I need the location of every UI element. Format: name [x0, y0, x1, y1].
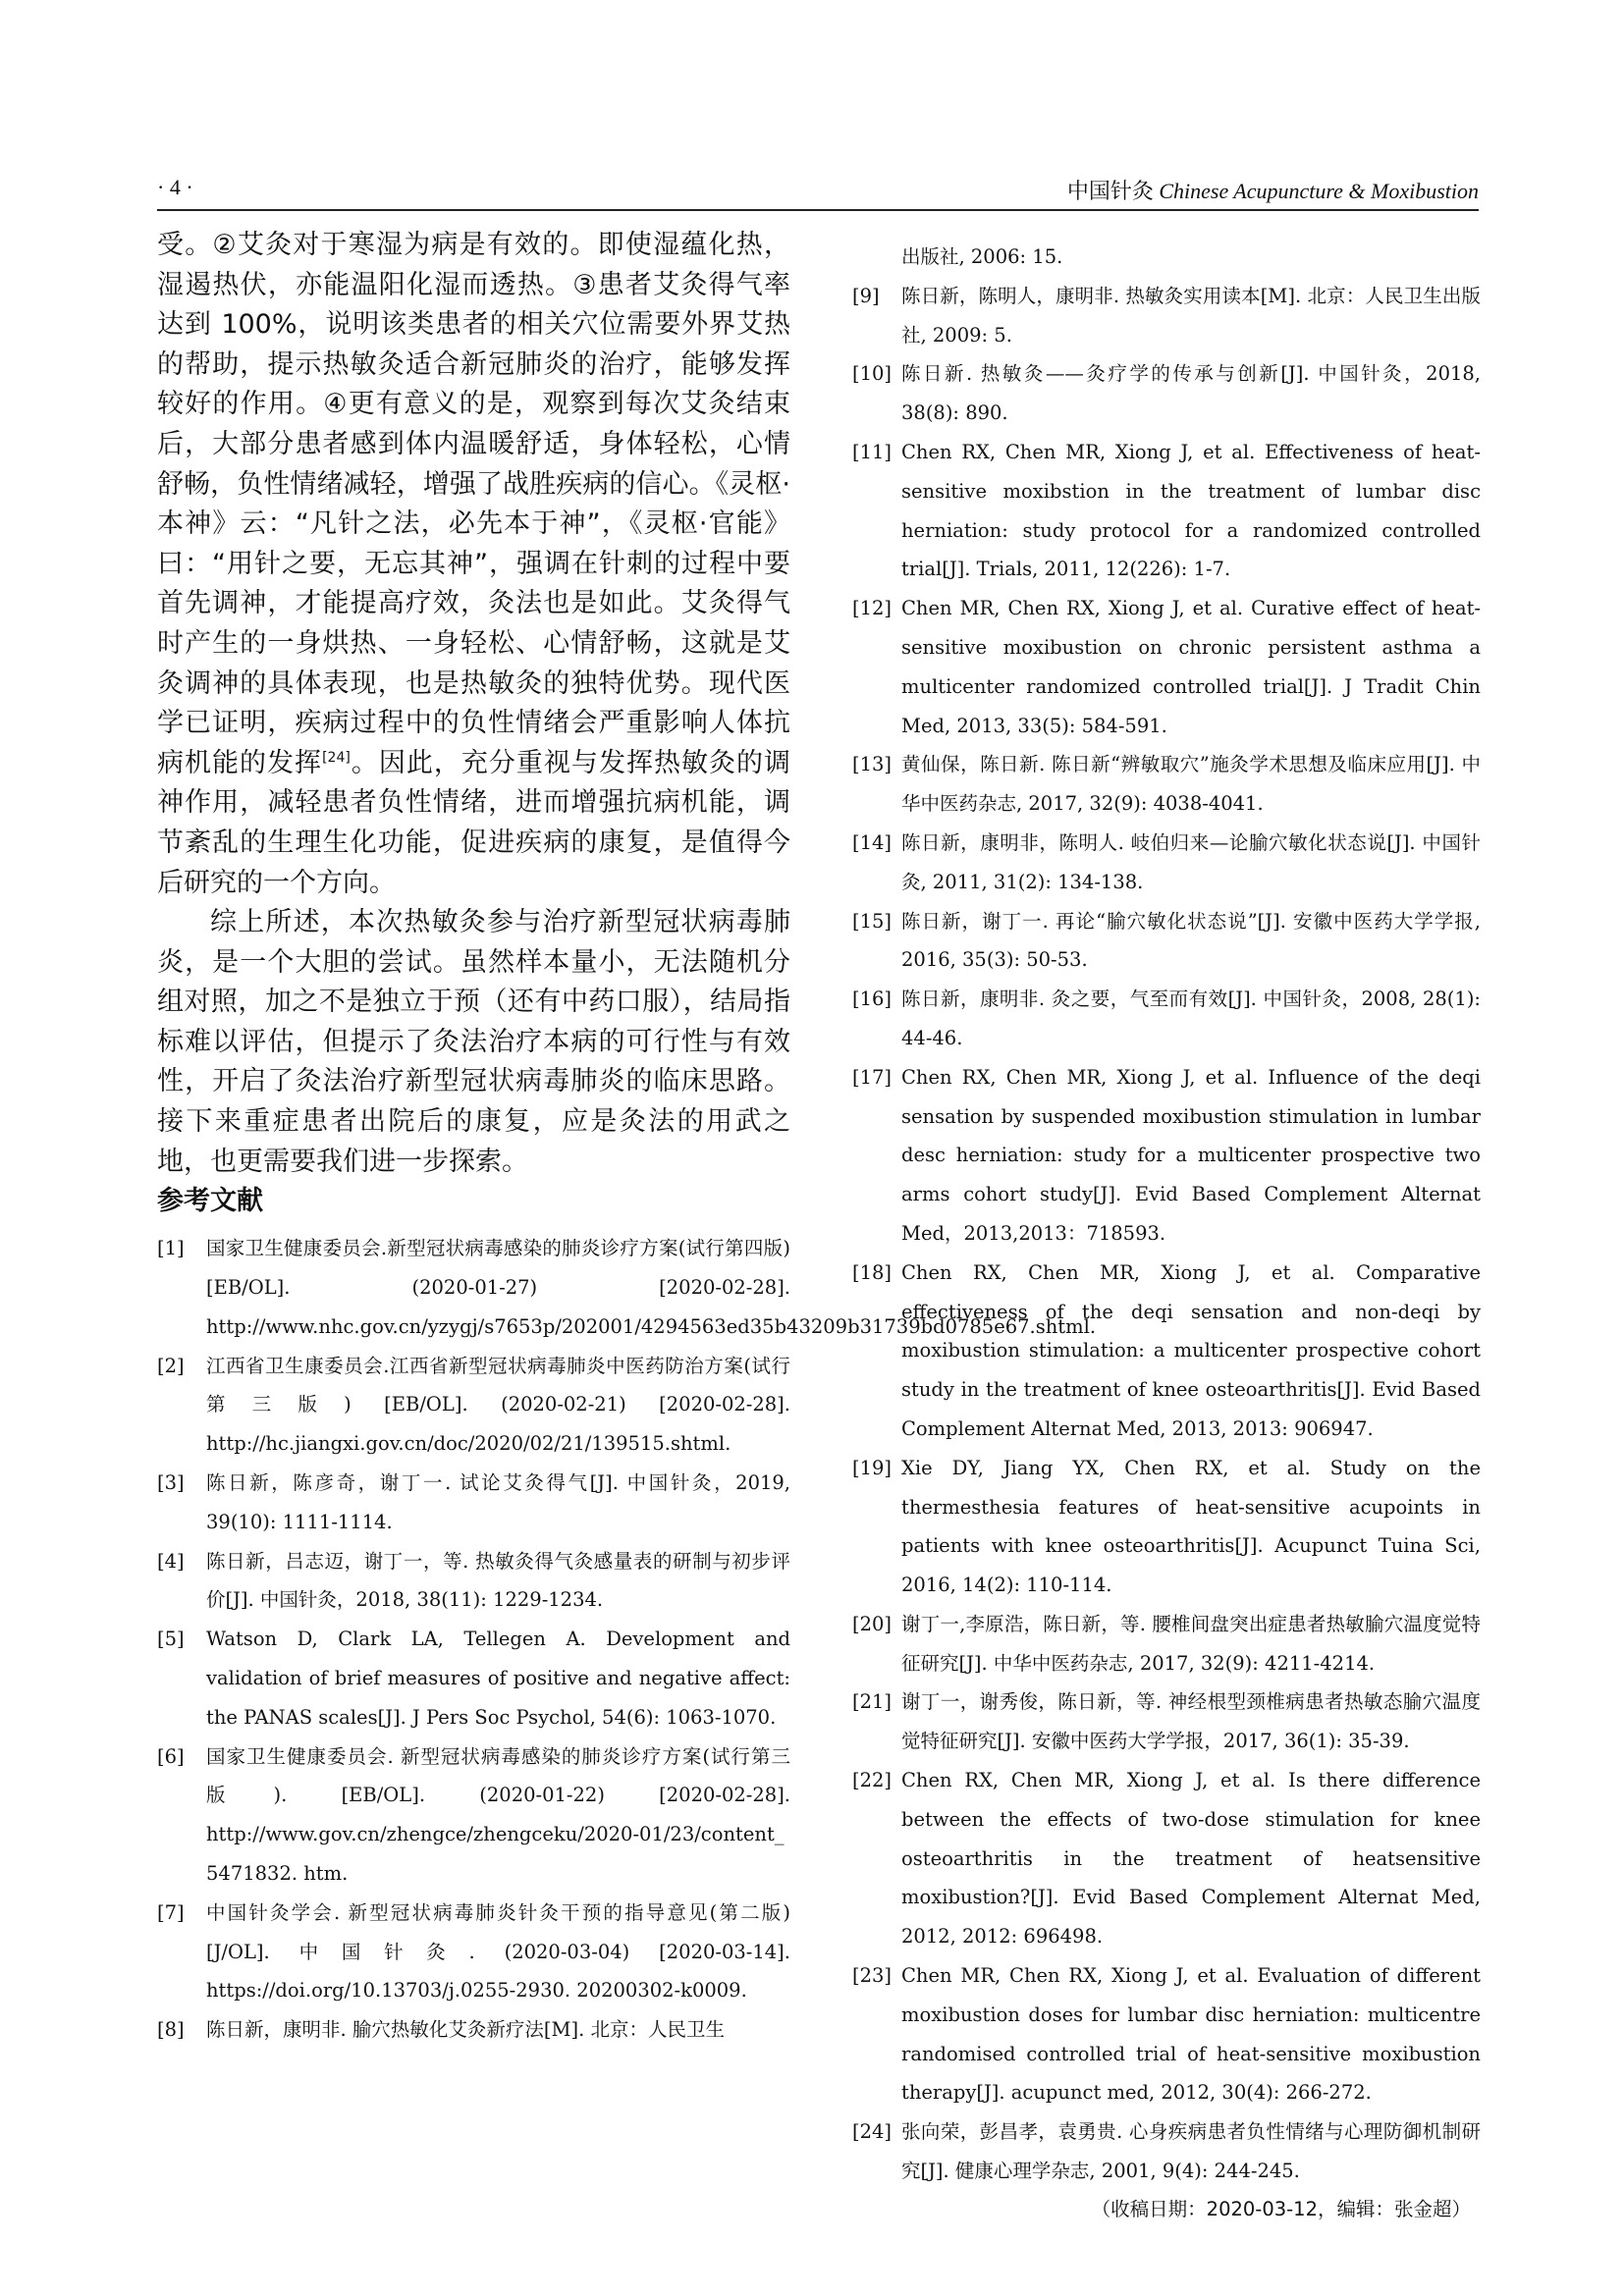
reference-item: [24] 张向荣，彭昌孝，袁勇贵. 心身疾病患者负性情绪与心理防御机制研究[J]. 健康心理学杂志, 2001, 9(4): 244-245. [852, 2120, 1481, 2183]
reference-item: [9] 陈日新，陈明人，康明非. 热敏灸实用读本[M]. 北京：人民卫生出版社, 2009: 5. [852, 284, 1481, 347]
reference-list-left [157, 1229, 1097, 2050]
reference-item: [4] 陈日新，吕志迈，谢丁一，等. 热敏灸得气灸感量表的研制与初步评价[J]. 中国针灸，2018, 38(11): 1229-1234. [157, 1549, 790, 1612]
reference-item: [12] Chen MR, Chen RX, Xiong J, et al. Curative effect of heat-sensitive moxibustion on chronic persistent asthma a multicenter randomized controlled trial[J]. J Tradit Chin Med, 2013, 33(5): 584-591. [852, 597, 1481, 737]
reference-item: [16] 陈日新，康明非. 灸之要，气至而有效[J]. 中国针灸，2008, 28(1): 44-46. [852, 988, 1481, 1049]
reference-item: [8] 陈日新，康明非. 腧穴热敏化艾灸新疗法[M]. 北京：人民卫生 [157, 2018, 725, 2042]
journal-title [1067, 175, 1479, 205]
reference-item: [10] 陈日新. 热敏灸——灸疗学的传承与创新[J]. 中国针灸，2018, 38(8): 890. [852, 362, 1481, 425]
paragraph-1-part-a: 受。②艾灸对于寒湿为病是有效的。即使湿蕴化热，湿遏热伏，亦能温阳化湿而透热。③患者艾灸得气率达到 100%，说明该类患者的相关穴位需要外界艾热的帮助，提示热敏灸适合新冠肺炎的治疗，能够发挥较好的作用。④更有意义的是，观察到每次艾灸结束后，大部分患者感到体内温暖舒适，身体轻松，心情舒畅，负性情绪减轻，增强了战胜疾病的信心。《灵枢·本神》云：“凡针之法，必先本于神”，《灵枢·官能》曰：“用针之要，无忘其神”，强调在针刺的过程中要首先调神，才能提高疗效，灸法也是如此。艾灸得气时产生的一身烘热、一身轻松、心情舒畅，这就是艾灸调神的具体表现，也是热敏灸的独特优势。现代医学已证明，疾病过程中的负性情绪会严重影响人体抗病机能的发挥 [157, 230, 790, 778]
reference-item: [5] Watson D, Clark LA, Tellegen A. Development and validation of brief measures of positive and negative affect: the PANAS scales[J]. J Pers Soc Psychol, 54(6): 1063-1070. [157, 1628, 790, 1729]
references-heading: 参考文献 [157, 1186, 263, 1217]
reference-item: [1] 国家卫生健康委员会.新型冠状病毒感染的肺炎诊疗方案(试行第四版)[EB/OL]. (2020-01-27) [2020-02-28]. http://www.nhc.gov.cn/yzygj/s7653p/202001/4294563ed35b43209b31739bd0785e67.shtml. [157, 1237, 1097, 1338]
body-paragraph-1 [157, 226, 790, 903]
page-number: · 4 · [157, 175, 193, 199]
reference-item: [21] 谢丁一，谢秀俊，陈日新，等. 神经根型颈椎病患者热敏态腧穴温度觉特征研究[J]. 安徽中医药大学学报，2017, 36(1): 35-39. [852, 1690, 1481, 1753]
right-column [852, 238, 1481, 2228]
reference-continuation: 出版社, 2006: 15. [901, 245, 1063, 268]
reference-item: [18] Chen RX, Chen MR, Xiong J, et al. Comparative effectiveness of the deqi sensation and non-deqi by moxibustion stimulation: a multicenter prospective cohort study in the treatment of knee osteoarthritis[J]. Evid Based Complement Alternat Med, 2013, 2013: 906947. [852, 1260, 1481, 1440]
journal-title-en: Chinese Acupuncture & Moxibustion [1159, 179, 1479, 203]
reference-item: [20] 谢丁一,李原浩，陈日新，等. 腰椎间盘突出症患者热敏腧穴温度觉特征研究[J]. 中华中医药杂志, 2017, 32(9): 4211-4214. [852, 1612, 1481, 1675]
reference-item: [14] 陈日新，康明非，陈明人. 岐伯归来—论腧穴敏化状态说[J]. 中国针灸, 2011, 31(2): 134-138. [852, 830, 1481, 893]
reference-item: [7] 中国针灸学会. 新型冠状病毒肺炎针灸干预的指导意见(第二版)[J/OL]. 中国针灸. (2020-03-04) [2020-03-14]. https://doi.org/10.13703/j.0255-2930. 20200302-k0009. [157, 1900, 790, 2002]
reference-item: [11] Chen RX, Chen MR, Xiong J, et al. Effectiveness of heat-sensitive moxibstion in the treatment of lumbar disc herniation: study protocol for a randomized controlled trial[J]. Trials, 2011, 12(226): 1-7. [852, 440, 1481, 581]
received-date-note: （收稿日期：2020-03-12，编辑：张金超） [1091, 2197, 1471, 2220]
reference-item: [23] Chen MR, Chen RX, Xiong J, et al. Evaluation of different moxibustion doses for lumbar disc herniation: multicentre randomised controlled trial of heat-sensitive moxibustion therapy[J]. acupunct med, 2012, 30(4): 266-272. [852, 1964, 1481, 2105]
reference-item: [2] 江西省卫生康委员会.江西省新型冠状病毒肺炎中医药防治方案(试行第三版) [EB/OL]. (2020-02-21) [2020-02-28]. http://hc.jiangxi.gov.cn/doc/2020/02/21/139515.shtml. [157, 1354, 790, 1456]
reference-item: [13] 黄仙保，陈日新. 陈日新“辨敏取穴”施灸学术思想及临床应用[J]. 中华中医药杂志, 2017, 32(9): 4038-4041. [852, 753, 1481, 816]
reference-item: [19] Xie DY, Jiang YX, Chen RX, et al. Study on the thermesthesia features of heat-sensitive acupoints in patients with knee osteoarthritis[J]. Acupunct Tuina Sci, 2016, 14(2): 110-114. [852, 1456, 1481, 1597]
reference-item: [22] Chen RX, Chen MR, Xiong J, et al. Is there difference between the effects of two-dose stimulation for knee osteoarthritis in the treatment of heatsensitive moxibustion?[J]. Evid Based Complement Alternat Med, 2012, 2012: 696498. [852, 1769, 1481, 1949]
reference-item: [6] 国家卫生健康委员会. 新型冠状病毒感染的肺炎诊疗方案(试行第三版). [EB/OL]. (2020-01-22) [2020-02-28]. http://www.gov.cn/zhengce/zhengceku/2020-01/23/content_ 5471832. htm. [157, 1744, 790, 1885]
journal-title-cn: 中国针灸 [1066, 179, 1160, 203]
page-header [157, 175, 1479, 210]
body-text [157, 226, 790, 1182]
reference-item: [17] Chen RX, Chen MR, Xiong J, et al. Influence of the deqi sensation by suspended moxibustion stimulation in lumbar desc herniation: study for a multicenter prospective two arms cohort study[J]. Evid Based Complement Alternat Med，2013,2013：718593. [852, 1065, 1481, 1245]
citation-marker: [24] [322, 749, 351, 766]
reference-item: [15] 陈日新，谢丁一. 再论“腧穴敏化状态说”[J]. 安徽中医药大学学报, 2016, 35(3): 50-53. [852, 909, 1481, 972]
header-rule [157, 209, 1479, 211]
paragraph-1-part-b: 。因此，充分重视与发挥热敏灸的调神作用，减轻患者负性情绪，进而增强抗病机能，调节紊乱的生理生化功能，促进疾病的康复，是值得今后研究的一个方向。 [157, 747, 791, 898]
body-paragraph-2: 综上所述，本次热敏灸参与治疗新型冠状病毒肺炎，是一个大胆的尝试。虽然样本量小，无法随机分组对照，加之不是独立于预（还有中药口服），结局指标难以评估，但提示了灸法治疗本病的可行性与有效性，开启了灸法治疗新型冠状病毒肺炎的临床思路。接下来重症患者出院后的康复，应是灸法的用武之地，也更需要我们进一步探索。 [157, 907, 790, 1177]
reference-item: [3] 陈日新，陈彦奇，谢丁一. 试论艾灸得气[J]. 中国针灸，2019, 39(10): 1111-1114. [157, 1471, 790, 1533]
